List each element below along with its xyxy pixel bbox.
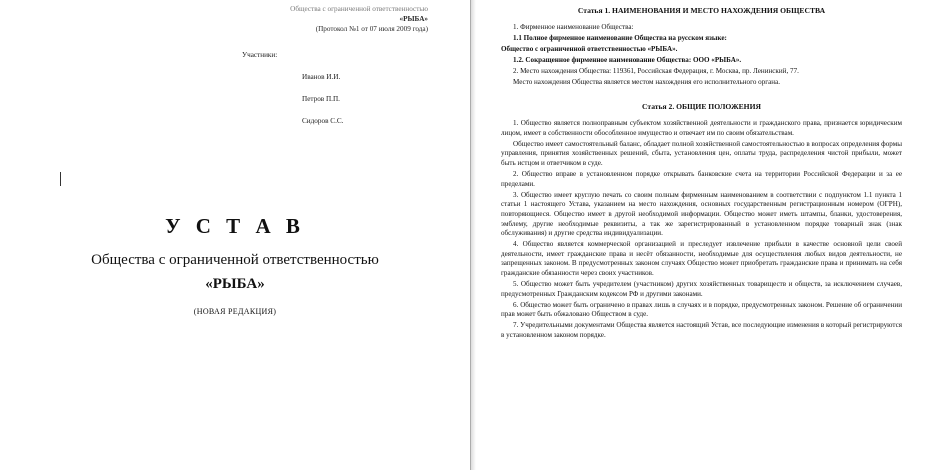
title-block xyxy=(0,214,470,316)
article-1-item-1: 1. Фирменное наименование Общества: xyxy=(513,23,634,31)
participant-1: Иванов И.И. xyxy=(302,73,341,81)
left-header-line-1: Общества с ограниченной ответственностью xyxy=(290,5,428,13)
article-1-item-6: Место нахождения Общества является местом нахождения его исполнительного органа. xyxy=(513,78,781,87)
article-1-item-5: 2. Место нахождения Общества: 119361, Российская Федерация, г. Москва, пр. Ленинский, 77. xyxy=(513,67,799,76)
participants-label: Участники: xyxy=(242,51,278,59)
page-title: У С Т А В xyxy=(165,214,305,238)
article-1-item-2: 1.1 Полное фирменное наименование Общества на русском языке: xyxy=(513,34,727,43)
article-2-item-7: 6. Общество может быть ограничено в правах лишь в случаях и в порядке, предусмотренных законом. Решение об ограничении прав может быть обжаловано Обществом в суде. xyxy=(501,300,902,319)
right-page xyxy=(470,0,940,470)
article-2-item-2: Общество имеет самостоятельный баланс, обладает полной хозяйственной самостоятельностью в вопросах определения формы управления, принятия хозяйственных решений, сбыта, установления цен, оплаты труда, распределения чистой прибыли, может быть истцом и ответчиком в суде. xyxy=(501,139,902,167)
article-1-item-4: 1.2. Сокращенное фирменное наименование Общества: ООО «РЫБА». xyxy=(513,56,742,65)
article-2-item-4: 3. Общество имеет круглую печать со своим полным фирменным наименованием в соответствии с подпунктом 1.1 пункта 1 статьи 1 настоящего Устава, указанием на место нахождения, основных государственным регистрационным номером (ОГРН), повторяющиеся. Общество имеет в другой необходимой информации. Общество может иметь штампы, бланки, удостоверения, эмблему, другие необходимые реквизиты, а так же зарегистрированный в установленном порядке товарный знак (знак обслуживания) и другие средства индивидуализации. xyxy=(501,190,902,238)
article-2-item-3: 2. Общество вправе в установленном порядке открывать банковские счета на территории Российской Федерации и за ее пределами. xyxy=(501,170,902,188)
article-2-heading: Статья 2. ОБЩИЕ ПОЛОЖЕНИЯ xyxy=(642,102,761,112)
participant-2: Петров П.П. xyxy=(302,95,340,103)
participant-3: Сидоров С.С. xyxy=(302,117,344,125)
text-cursor xyxy=(60,172,61,186)
title-edition-note: (НОВАЯ РЕДАКЦИЯ) xyxy=(193,307,277,316)
article-2-item-5: 4. Общество является коммерческой организацией и преследует извлечение прибыли в качестве основной цели своей деятельности, имеет гражданские права и несёт обязанности, необходимые для осуществления любых видов деятельности, не запрещенных законом. В предусмотренных законом случаях Общество может приобретать гражданские права и принимать на себя гражданские обязанности через своих участников. xyxy=(501,240,902,277)
article-2-item-8: 7. Учредительными документами Общества является настоящий Устав, все последующие изменения в который регистрируются в установленном законом порядке. xyxy=(501,321,902,340)
article-1-heading: Статья 1. НАИМЕНОВАНИЯ И МЕСТО НАХОЖДЕНИЯ ОБЩЕСТВА xyxy=(577,6,826,15)
article-1-item-3: Общество с ограниченной ответственностью «РЫБА». xyxy=(501,45,678,54)
title-company-name: «РЫБА» xyxy=(205,276,265,292)
article-2-item-1: 1. Общество является полноправным субъектом хозяйственной деятельности и гражданского права, признается юридическим лицом, имеет в собственности обособленное имущество и отвечает им по своим обязательствам. xyxy=(501,119,902,137)
left-header-line-2: «РЫБА» xyxy=(399,15,428,23)
article-2-item-6: 5. Общество может быть учредителем (участником) других хозяйственных товариществ и обществ, за исключением случаев, предусмотренных Гражданским кодексом РФ и другими законами. xyxy=(501,280,902,298)
title-subtitle: Общества с ограниченной ответственностью xyxy=(91,252,379,268)
participants-block xyxy=(60,50,430,127)
left-header-line-3: (Протокол №1 от 07 июля 2009 года) xyxy=(315,25,428,33)
